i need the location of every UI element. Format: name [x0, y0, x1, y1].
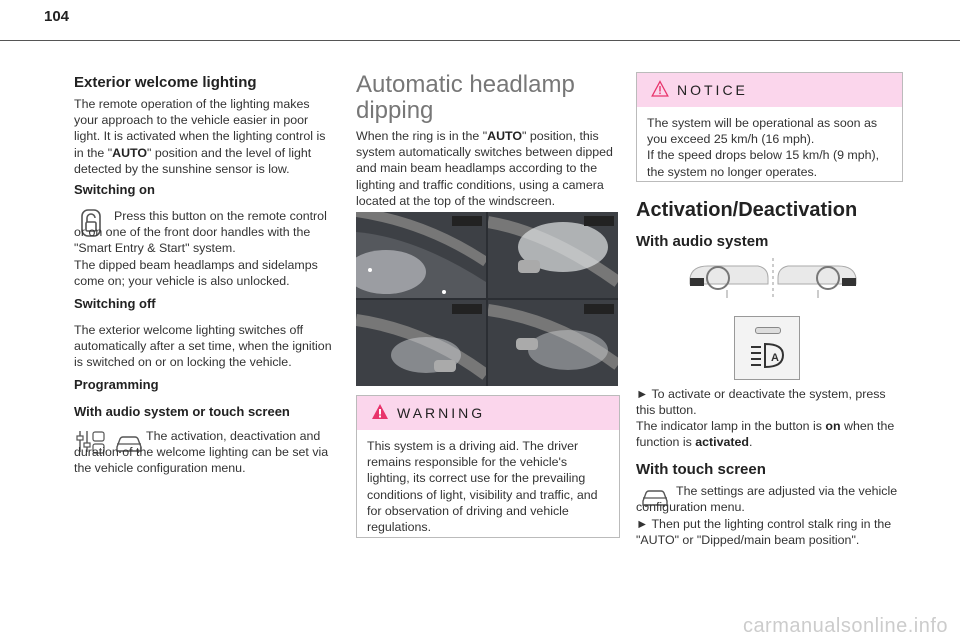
notice-icon	[651, 80, 669, 98]
warning-label: WARNING	[397, 405, 486, 421]
audio-system-title: With audio system	[636, 233, 769, 250]
switching-off-text: The exterior welcome lighting switches off automatically after a set time, when the ignition is switched on or on locking the vehicle.	[74, 323, 332, 370]
illustration-tile-4	[488, 300, 618, 386]
warning-text: This system is a driving aid. The driver remains responsible for the vehicle's lighting, its correct use for the prevailing conditions of light, visibility and traffic, and for observation of driving and vehicle regulations.	[367, 439, 598, 535]
section-title-dipping: Automatic headlamp dipping	[356, 71, 575, 124]
audio-text-1: ► To activate or deactivate the system, press this button.	[636, 387, 886, 418]
programming-title: Programming	[74, 377, 159, 392]
warning-header	[357, 396, 619, 430]
switching-on-title: Switching on	[74, 182, 155, 197]
notice-text-1: The system will be operational as soon as you exceed 25 km/h (16 mph).	[647, 116, 878, 147]
steering-wheels-illustration	[688, 256, 858, 302]
touch-screen-title: With touch screen	[636, 461, 766, 478]
programming-text: The activation, deactivation and duration of the welcome lighting can be set via the vehicle configuration menu.	[74, 429, 329, 476]
notice-box	[636, 72, 903, 182]
header-divider	[0, 40, 960, 41]
warning-icon	[371, 403, 389, 421]
headlamp-illustration	[356, 212, 618, 386]
auto-headlamp-button[interactable]	[734, 316, 800, 380]
switching-off-title: Switching off	[74, 296, 156, 311]
warning-box	[356, 395, 620, 538]
indicator-lamp	[755, 327, 781, 334]
notice-label: NOTICE	[677, 82, 748, 98]
notice-header	[637, 73, 902, 107]
welcome-intro: The remote operation of the lighting makes your approach to the vehicle easier in poor light. It is activated when the lighting control is in the "AUTO" position and the level of light detected by the sunshine sensor is low.	[74, 97, 326, 176]
section-title-welcome: Exterior welcome lighting	[74, 74, 257, 91]
illustration-tile-2	[488, 212, 618, 298]
section-title-activation: Activation/Deactivation	[636, 199, 858, 221]
auto-headlamp-icon	[749, 341, 785, 369]
illustration-tile-3	[356, 300, 486, 386]
programming-subtitle: With audio system or touch screen	[74, 404, 290, 419]
switching-on-text-2: The dipped beam headlamps and sidelamps come on; your vehicle is also unlocked.	[74, 258, 318, 289]
page-number: 104	[44, 8, 70, 25]
audio-text-2: The indicator lamp in the button is on when the function is activated.	[636, 419, 895, 450]
switching-on-text: Press this button on the remote control or on one of the front door handles with the "Smart Entry & Start" system.	[74, 209, 327, 256]
notice-text-2: If the speed drops below 15 km/h (9 mph), the system no longer operates.	[647, 148, 880, 179]
touch-text-2: ► Then put the lighting control stalk ring in the "AUTO" or "Dipped/main beam position".	[636, 517, 892, 548]
svg-text:A: A	[771, 352, 779, 364]
dipping-intro: When the ring is in the "AUTO" position, this system automatically switches between dipped and main beam headlamps according to the lighting and traffic conditions, using a camera located at the top of the windscreen.	[356, 129, 613, 208]
watermark: carmanualsonline.info	[742, 615, 948, 637]
touch-text-1: The settings are adjusted via the vehicle configuration menu.	[636, 484, 898, 515]
illustration-tile-1	[356, 212, 486, 298]
